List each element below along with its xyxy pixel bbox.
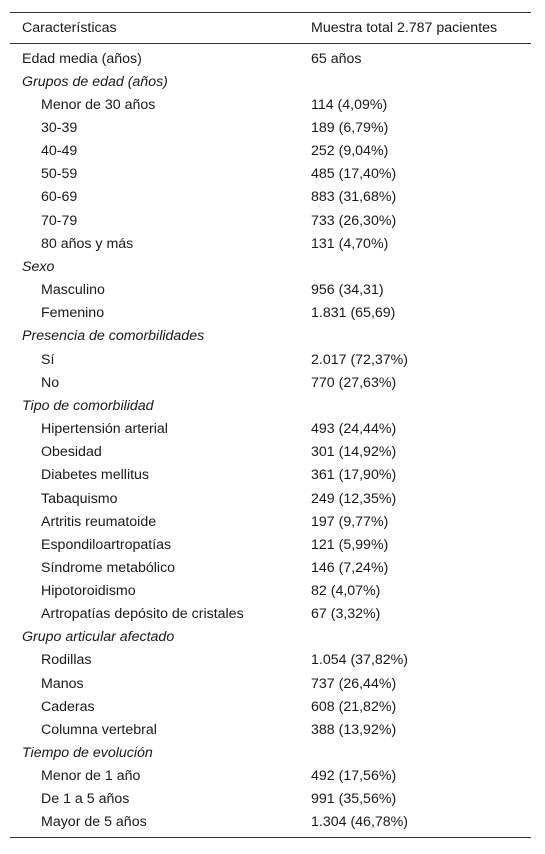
row-value: 770 (27,63%) <box>311 374 397 391</box>
table-header <box>10 13 531 44</box>
row-value: 361 (17,90%) <box>311 467 397 484</box>
row-value: 493 (24,44%) <box>311 421 397 438</box>
table-row <box>10 44 531 71</box>
row-label: Diabetes mellitus <box>41 467 150 484</box>
row-value: 189 (6,79%) <box>311 120 389 137</box>
table-row <box>10 672 531 695</box>
row-label: Sí <box>41 351 55 368</box>
group-label: Presencia de comorbilidades <box>22 328 205 345</box>
table-row <box>10 441 531 464</box>
group-label: Grupos de edad (años) <box>22 73 168 90</box>
table-row <box>10 464 531 487</box>
row-value: 82 (4,07%) <box>311 582 381 599</box>
row-value <box>299 255 531 278</box>
row-label: Espondiloartropatías <box>41 536 172 553</box>
group-label: Tipo de comorbilidad <box>22 397 154 414</box>
row-label: Tabaquismo <box>41 490 118 507</box>
row-label: Caderas <box>41 698 95 715</box>
table-group-row <box>10 325 531 348</box>
row-value: 485 (17,40%) <box>311 166 397 183</box>
table-row <box>10 602 531 625</box>
group-label: Sexo <box>22 258 55 275</box>
table-row <box>10 163 531 186</box>
row-label: Manos <box>41 675 84 692</box>
table-group-row <box>10 741 531 764</box>
row-value: 1.054 (37,82%) <box>311 652 409 669</box>
row-value: 67 (3,32%) <box>311 605 381 622</box>
table-row <box>10 811 531 838</box>
header-characteristics: Características <box>10 13 299 44</box>
row-value <box>299 626 531 649</box>
table-row <box>10 695 531 718</box>
row-value: 991 (35,56%) <box>311 791 397 808</box>
table-group-row <box>10 626 531 649</box>
row-label: No <box>41 374 60 391</box>
row-value: 733 (26,30%) <box>311 212 397 229</box>
row-value: 121 (5,99%) <box>311 536 389 553</box>
row-value: 1.304 (46,78%) <box>299 811 531 838</box>
row-label: Artritis reumatoide <box>41 513 157 530</box>
row-value: 388 (13,92%) <box>311 721 397 738</box>
row-label: 70-79 <box>41 212 78 229</box>
group-label: Grupo articular afectado <box>22 629 175 646</box>
table-row <box>10 487 531 510</box>
table-group-row <box>10 394 531 417</box>
row-value: 252 (9,04%) <box>311 143 389 160</box>
row-value: 301 (14,92%) <box>311 444 397 461</box>
row-label: 40-49 <box>41 143 78 160</box>
row-value: 65 años <box>311 50 362 67</box>
row-label: Rodillas <box>41 652 92 669</box>
table-group-row <box>10 70 531 93</box>
table-row <box>10 93 531 116</box>
row-label: Edad media (años) <box>22 50 142 67</box>
row-value: 197 (9,77%) <box>311 513 389 530</box>
table-row <box>10 533 531 556</box>
row-label: 80 años y más <box>41 235 134 252</box>
row-label: Masculino <box>41 282 105 299</box>
table-row <box>10 371 531 394</box>
row-label: Menor de 30 años <box>41 97 156 114</box>
header-total-sample: Muestra total 2.787 pacientes <box>299 13 531 44</box>
row-label: Menor de 1 año <box>41 768 141 785</box>
table-row <box>10 117 531 140</box>
table-body <box>10 44 531 838</box>
row-label: Hipotoroidismo <box>41 582 136 599</box>
table-row <box>10 649 531 672</box>
table-row <box>10 556 531 579</box>
row-value <box>299 394 531 417</box>
row-label: Columna vertebral <box>41 721 157 738</box>
row-label: Mayor de 5 años <box>10 811 299 838</box>
row-value: 492 (17,56%) <box>311 768 397 785</box>
table-row <box>10 348 531 371</box>
row-label: 50-59 <box>41 166 78 183</box>
row-label: Femenino <box>41 305 105 322</box>
table-row <box>10 510 531 533</box>
table-row <box>10 279 531 302</box>
characteristics-table <box>10 12 531 838</box>
table-row <box>10 418 531 441</box>
row-value: 956 (34,31) <box>311 282 384 299</box>
row-value: 131 (4,70%) <box>311 235 389 252</box>
table-group-row <box>10 255 531 278</box>
row-value: 114 (4,09%) <box>311 97 388 114</box>
table-row <box>10 186 531 209</box>
row-label: 60-69 <box>41 189 78 206</box>
row-value <box>299 325 531 348</box>
row-value: 2.017 (72,37%) <box>311 351 409 368</box>
table-row <box>10 302 531 325</box>
row-label: Artropatías depósito de cristales <box>41 605 244 622</box>
table-row <box>10 209 531 232</box>
row-value <box>299 70 531 93</box>
table-row <box>10 765 531 788</box>
row-value: 146 (7,24%) <box>311 559 389 576</box>
row-value: 608 (21,82%) <box>311 698 397 715</box>
row-label: Síndrome metabólico <box>41 559 176 576</box>
group-label: Tiempo de evolución <box>22 744 153 761</box>
row-label: 30-39 <box>41 120 78 137</box>
table-row <box>10 140 531 163</box>
row-label: Hipertensión arterial <box>41 421 168 438</box>
row-value: 1.831 (65,69) <box>311 305 396 322</box>
row-value <box>299 741 531 764</box>
table-row <box>10 579 531 602</box>
row-value: 883 (31,68%) <box>311 189 397 206</box>
table-row <box>10 788 531 811</box>
header-row <box>10 13 531 44</box>
row-label: Obesidad <box>41 444 102 461</box>
row-label: De 1 a 5 años <box>41 791 130 808</box>
table-row <box>10 718 531 741</box>
row-value: 249 (12,35%) <box>311 490 397 507</box>
table-row <box>10 232 531 255</box>
row-value: 737 (26,44%) <box>311 675 397 692</box>
